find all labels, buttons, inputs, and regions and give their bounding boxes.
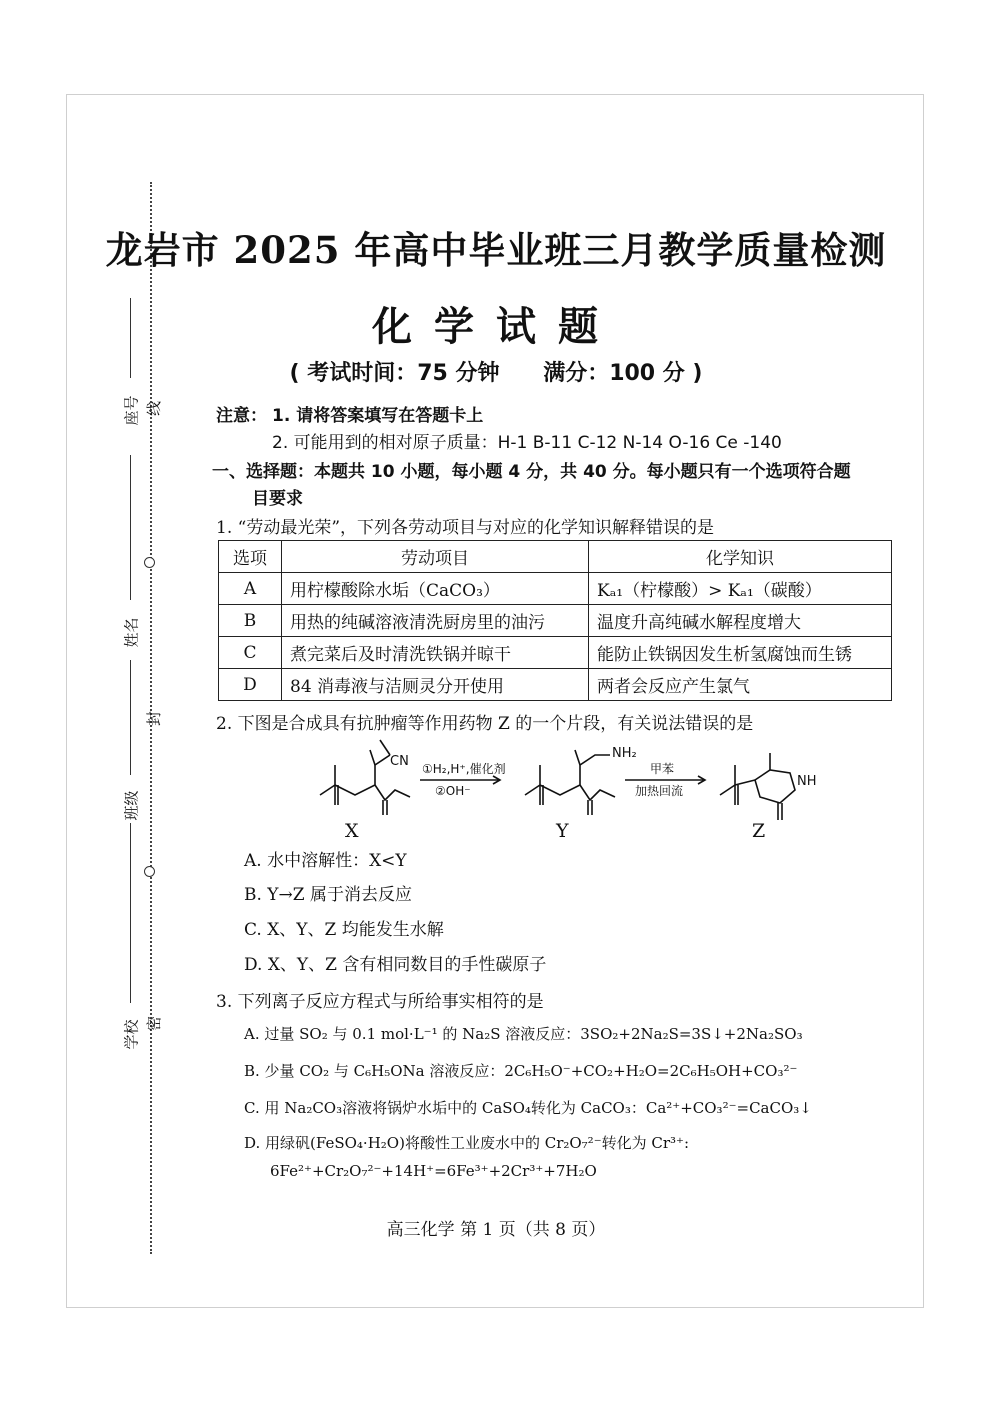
side-line-mark: 线 <box>145 400 164 417</box>
row-item: 煮完菜后及时清洗铁锅并晾干 <box>282 637 589 669</box>
table-row <box>219 669 892 701</box>
nh-label: NH <box>797 774 817 789</box>
exam-time: ( 考试时间：75 分钟 <box>289 361 500 386</box>
q3-option-b: B. 少量 CO₂ 与 C₆H₅ONa 溶液反应：2C₆H₅O⁻+CO₂+H₂O=2C₆H₅OH+CO₃²⁻ <box>244 1062 798 1080</box>
q3-option-a: A. 过量 SO₂ 与 0.1 mol·L⁻¹ 的 Na₂S 溶液反应：3SO₂+2Na₂S=3S↓+2Na₂SO₃ <box>244 1025 803 1043</box>
exam-title: 龙岩市 2025 年高中毕业班三月教学质量检测 <box>105 228 887 272</box>
reagent-2b: 加热回流 <box>635 784 684 798</box>
row-knowledge: 能防止铁锅因发生析氢腐蚀而生锈 <box>589 637 892 669</box>
cn-label: CN <box>390 754 409 769</box>
molecule-z <box>720 753 795 820</box>
row-option: B <box>219 605 282 637</box>
reaction-scheme <box>300 735 860 845</box>
q3-option-d-equation: 6Fe²⁺+Cr₂O₇²⁻+14H⁺=6Fe³⁺+2Cr³⁺+7H₂O <box>270 1162 597 1180</box>
row-knowledge: 两者会反应产生氯气 <box>589 669 892 701</box>
class-line <box>130 660 131 775</box>
note-2: 2. 可能用到的相对原子质量：H-1 B-11 C-12 N-14 O-16 Ce -140 <box>272 433 782 453</box>
reagent-2a: 甲苯 <box>650 762 675 776</box>
molecule-y <box>525 750 615 815</box>
q2-option-d: D. X、Y、Z 含有相同数目的手性碳原子 <box>244 955 547 975</box>
class-label: 班级 <box>122 790 141 821</box>
notes-label: 注意： <box>216 406 267 426</box>
school-label: 学校 <box>122 1019 141 1050</box>
reagent-1a: ①H₂,H⁺,催化剂 <box>422 762 506 776</box>
section-heading-cont: 目要求 <box>252 489 303 509</box>
q2-option-a: A. 水中溶解性：X<Y <box>244 851 407 871</box>
row-option: A <box>219 573 282 605</box>
name-label: 姓名 <box>122 617 141 648</box>
molecule-x <box>320 740 410 815</box>
q2-option-c: C. X、Y、Z 均能发生水解 <box>244 920 444 940</box>
side-secret-mark: 密 <box>145 1015 164 1032</box>
table-row <box>219 637 892 669</box>
q3-option-c: C. 用 Na₂CO₃溶液将锅炉水垢中的 CaSO₄转化为 CaCO₃：Ca²⁺+CO₃²⁻=CaCO₃↓ <box>244 1099 812 1117</box>
header-option: 选项 <box>219 541 282 573</box>
reagent-1b: ②OH⁻ <box>435 784 471 798</box>
row-item: 84 消毒液与洁厕灵分开使用 <box>282 669 589 701</box>
page-border <box>66 94 924 1308</box>
exam-score: 满分：100 分 ) <box>543 361 703 386</box>
school-line <box>130 823 131 1003</box>
label-x: X <box>345 820 359 842</box>
q1-table <box>218 540 892 701</box>
table-row <box>219 573 892 605</box>
binding-hole-bottom <box>144 866 155 877</box>
note-1: 1. 请将答案填写在答题卡上 <box>272 406 484 426</box>
q2-option-b: B. Y→Z 属于消去反应 <box>244 885 412 905</box>
label-z: Z <box>752 820 766 842</box>
header-knowledge: 化学知识 <box>589 541 892 573</box>
q3-stem: 3. 下列离子反应方程式与所给事实相符的是 <box>216 992 544 1012</box>
row-item: 用热的纯碱溶液清洗厨房里的油污 <box>282 605 589 637</box>
seat-label: 座号 <box>122 395 141 426</box>
table-header-row <box>219 541 892 573</box>
row-knowledge: Kₐ₁（柠檬酸）> Kₐ₁（碳酸） <box>589 573 892 605</box>
label-y: Y <box>556 820 569 842</box>
exam-info <box>0 356 992 387</box>
name-line <box>130 455 131 600</box>
header-labor: 劳动项目 <box>282 541 589 573</box>
q2-stem: 2. 下图是合成具有抗肿瘤等作用药物 Z 的一个片段，有关说法错误的是 <box>216 714 754 734</box>
row-option: D <box>219 669 282 701</box>
binding-hole-top <box>144 557 155 568</box>
side-seal-mark: 封 <box>145 710 164 727</box>
section-heading: 一、选择题：本题共 10 小题，每小题 4 分，共 40 分。每小题只有一个选项符合题 <box>212 462 851 482</box>
q1-stem: 1. “劳动最光荣”，下列各劳动项目与对应的化学知识解释错误的是 <box>216 518 715 538</box>
page-footer: 高三化学 第 1 页（共 8 页） <box>386 1220 606 1240</box>
q3-option-d: D. 用绿矾(FeSO₄·H₂O)将酸性工业废水中的 Cr₂O₇²⁻转化为 Cr³⁺: <box>244 1134 690 1152</box>
row-item: 用柠檬酸除水垢（CaCO₃） <box>282 573 589 605</box>
subject-title: 化学试题 <box>372 303 620 350</box>
nh2-label: NH₂ <box>612 746 637 761</box>
row-option: C <box>219 637 282 669</box>
row-knowledge: 温度升高纯碱水解程度增大 <box>589 605 892 637</box>
table-row <box>219 605 892 637</box>
